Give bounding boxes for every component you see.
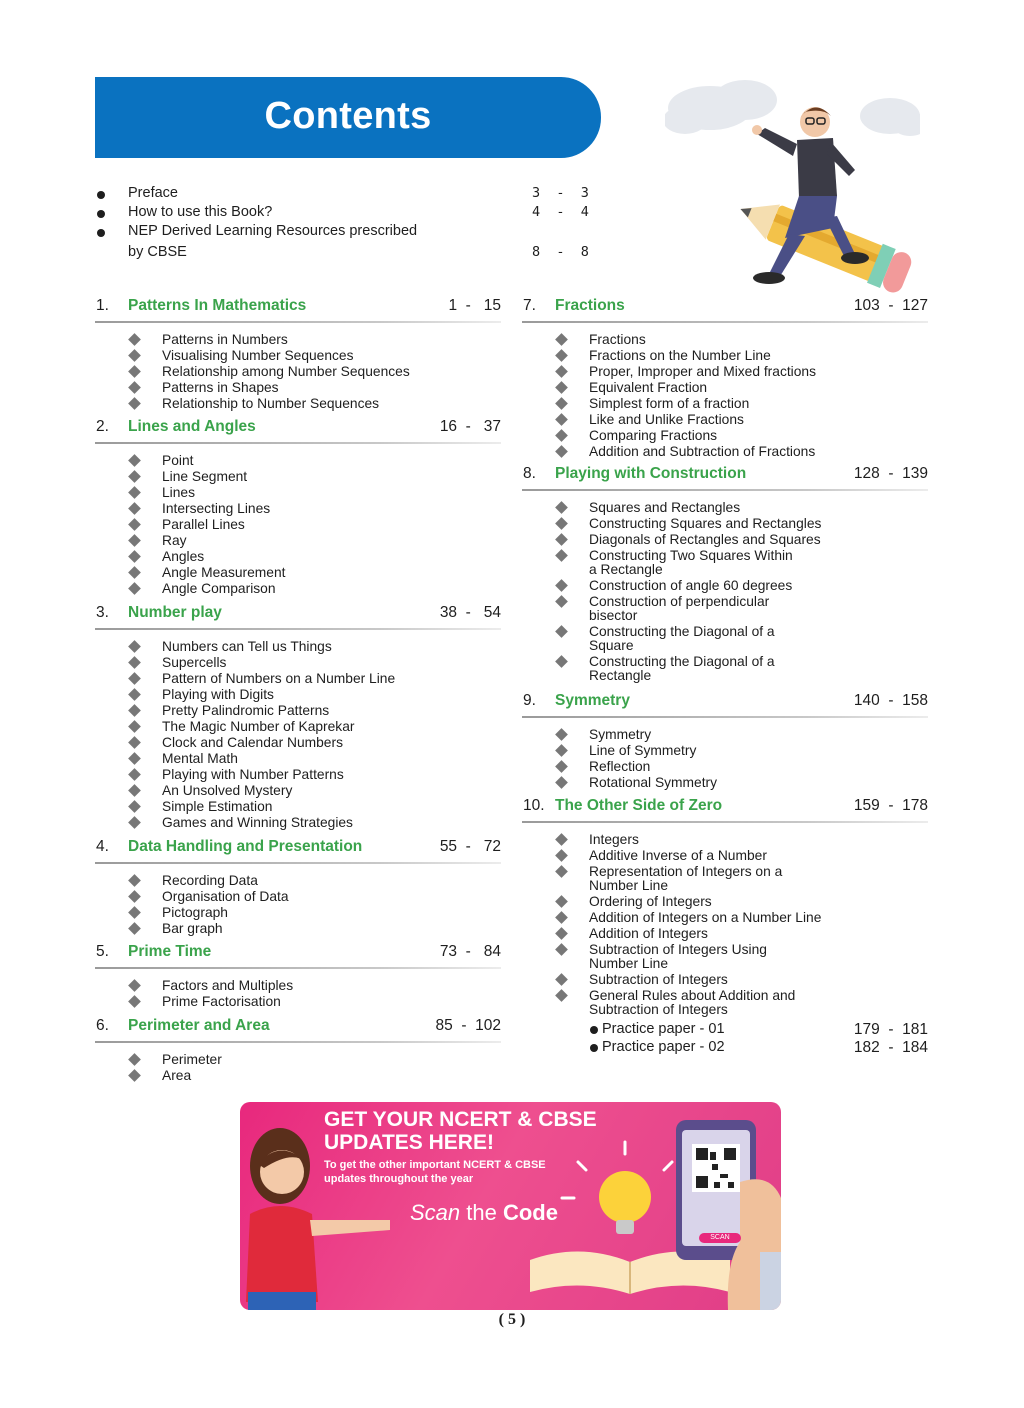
topic-list	[95, 640, 501, 832]
front-matter-item[interactable]	[95, 204, 605, 223]
chapter-number: 10.	[523, 797, 545, 814]
diamond-bullet-icon	[128, 752, 141, 765]
diamond-bullet-icon	[555, 595, 568, 608]
code-word: Code	[502, 1200, 558, 1225]
topic-item[interactable]	[95, 550, 501, 564]
topic-label: Angles	[162, 549, 205, 564]
chapter-title[interactable]: Number play	[128, 604, 222, 621]
diamond-bullet-icon	[128, 906, 141, 919]
bullet-icon	[97, 191, 105, 199]
topic-list	[522, 833, 928, 1057]
topic-item[interactable]	[522, 728, 928, 742]
chapter-title[interactable]: Data Handling and Presentation	[128, 838, 363, 855]
topic-item[interactable]	[522, 655, 928, 683]
topic-label: Patterns in Shapes	[162, 380, 279, 395]
diamond-bullet-icon	[128, 688, 141, 701]
diamond-bullet-icon	[128, 582, 141, 595]
topic-label: Visualising Number Sequences	[162, 348, 354, 363]
topic-label: Subtraction of Integers Using Number Line	[589, 942, 767, 971]
chapter-heading[interactable]	[522, 297, 928, 319]
practice-paper-item[interactable]	[522, 1021, 928, 1039]
chapter-divider	[95, 321, 501, 323]
diamond-bullet-icon	[555, 989, 568, 1002]
chapter-block	[522, 797, 928, 1056]
diamond-bullet-icon	[128, 534, 141, 547]
diamond-bullet-icon	[555, 533, 568, 546]
topic-label: Line Segment	[162, 469, 248, 484]
topic-item[interactable]	[95, 486, 501, 500]
topic-label: Angle Comparison	[162, 581, 276, 596]
topic-item[interactable]	[95, 979, 501, 993]
diamond-bullet-icon	[555, 776, 568, 789]
topic-list	[95, 874, 501, 938]
topic-item[interactable]	[95, 688, 501, 702]
banner-subtext-line-1: To get the other important NCERT & CBSE	[324, 1159, 546, 1171]
topic-item[interactable]	[95, 890, 501, 904]
topic-item[interactable]	[95, 333, 501, 347]
chapter-heading[interactable]	[522, 692, 928, 714]
diamond-bullet-icon	[555, 833, 568, 846]
bullet-icon	[590, 1026, 598, 1034]
diamond-bullet-icon	[555, 625, 568, 638]
topic-label: Addition of Integers	[589, 926, 708, 941]
topic-label: Constructing the Diagonal of a Rectangle	[589, 654, 775, 683]
chapter-page-range: 55 - 72	[439, 838, 501, 855]
diamond-bullet-icon	[128, 640, 141, 653]
topic-label: Reflection	[589, 759, 651, 774]
bullet-icon	[97, 210, 105, 218]
topic-label: Constructing Two Squares Within a Rectangle	[589, 548, 793, 577]
diamond-bullet-icon	[555, 744, 568, 757]
front-matter-item[interactable]	[95, 223, 605, 267]
chapter-divider	[522, 321, 928, 323]
topic-item[interactable]	[522, 943, 928, 971]
topic-label: Organisation of Data	[162, 889, 289, 904]
topic-item[interactable]	[522, 989, 928, 1017]
diamond-bullet-icon	[128, 979, 141, 992]
topic-label: The Magic Number of Kaprekar	[162, 719, 355, 734]
chapter-divider	[95, 862, 501, 864]
diamond-bullet-icon	[128, 736, 141, 749]
boy-on-pencil-illustration	[665, 78, 920, 293]
topic-label: Pretty Palindromic Patterns	[162, 703, 330, 718]
chapter-heading[interactable]	[95, 943, 501, 965]
topic-item[interactable]	[522, 911, 928, 925]
diamond-bullet-icon	[128, 874, 141, 887]
chapter-title[interactable]: The Other Side of Zero	[555, 797, 723, 814]
topic-label: Mental Math	[162, 751, 238, 766]
topic-item[interactable]	[522, 517, 928, 531]
chapter-page-range: 103 - 127	[853, 297, 928, 314]
topic-list	[95, 1053, 501, 1085]
diamond-bullet-icon	[128, 365, 141, 378]
topic-label: Proper, Improper and Mixed fractions	[589, 364, 816, 379]
topic-item[interactable]	[95, 1069, 501, 1083]
topic-item[interactable]	[522, 349, 928, 363]
chapter-block	[522, 692, 928, 790]
topic-label: Factors and Multiples	[162, 978, 294, 993]
topic-label: Simple Estimation	[162, 799, 273, 814]
topic-item[interactable]	[95, 397, 501, 411]
diamond-bullet-icon	[128, 1053, 141, 1066]
diamond-bullet-icon	[128, 518, 141, 531]
topic-label: Simplest form of a fraction	[589, 396, 750, 411]
topic-item[interactable]	[95, 518, 501, 532]
topic-item[interactable]	[522, 533, 928, 547]
chapter-block	[522, 465, 928, 683]
diamond-bullet-icon	[128, 768, 141, 781]
chapter-block	[95, 1017, 501, 1083]
topic-list	[522, 728, 928, 792]
topic-item[interactable]	[95, 656, 501, 670]
diamond-bullet-icon	[555, 579, 568, 592]
chapter-page-range: 73 - 84	[439, 943, 501, 960]
chapter-title[interactable]: Patterns In Mathematics	[128, 297, 307, 314]
diamond-bullet-icon	[128, 566, 141, 579]
chapter-divider	[522, 489, 928, 491]
chapter-number: 5.	[96, 943, 109, 960]
chapter-divider	[95, 1041, 501, 1043]
chapter-title[interactable]: Prime Time	[128, 943, 212, 960]
diamond-bullet-icon	[555, 911, 568, 924]
topic-label: Lines	[162, 485, 195, 500]
diamond-bullet-icon	[128, 470, 141, 483]
chapter-number: 2.	[96, 418, 109, 435]
practice-paper-pages: 182 - 184	[853, 1039, 928, 1056]
diamond-bullet-icon	[128, 704, 141, 717]
topic-item[interactable]	[95, 672, 501, 686]
chapter-number: 1.	[96, 297, 109, 314]
chapter-title[interactable]: Symmetry	[555, 692, 630, 709]
banner-heading-line-1: GET YOUR NCERT & CBSE	[324, 1108, 597, 1131]
topic-label: Clock and Calendar Numbers	[162, 735, 343, 750]
chapter-number: 8.	[523, 465, 536, 482]
chapter-divider	[522, 821, 928, 823]
topic-item[interactable]	[522, 895, 928, 909]
topic-label: Fractions on the Number Line	[589, 348, 771, 363]
topic-item[interactable]	[522, 381, 928, 395]
topic-item[interactable]	[95, 768, 501, 782]
topic-list	[522, 333, 928, 461]
chapter-number: 7.	[523, 297, 536, 314]
topic-label: Numbers can Tell us Things	[162, 639, 332, 654]
page-title: Contents	[264, 95, 432, 137]
topic-item[interactable]	[95, 784, 501, 798]
topic-item[interactable]	[95, 874, 501, 888]
topic-item[interactable]	[522, 595, 928, 623]
topic-label: Relationship among Number Sequences	[162, 364, 410, 379]
practice-paper-label: Practice paper - 02	[602, 1039, 725, 1055]
topic-item[interactable]	[522, 927, 928, 941]
chapter-number: 3.	[96, 604, 109, 621]
front-matter-label-continued: by CBSE	[128, 244, 187, 260]
topic-label: Rotational Symmetry	[589, 775, 718, 790]
topic-label: Subtraction of Integers	[589, 972, 728, 987]
chapter-heading[interactable]	[522, 797, 928, 819]
front-matter-item[interactable]	[95, 185, 605, 204]
diamond-bullet-icon	[555, 365, 568, 378]
front-matter-pages: 8 - 8	[532, 244, 589, 260]
topic-label: Angle Measurement	[162, 565, 286, 580]
topic-item[interactable]	[95, 995, 501, 1009]
diamond-bullet-icon	[128, 672, 141, 685]
diamond-bullet-icon	[555, 549, 568, 562]
topic-list	[95, 979, 501, 1011]
topic-label: Constructing the Diagonal of a Square	[589, 624, 775, 653]
chapter-heading[interactable]	[95, 604, 501, 626]
topic-label: Playing with Number Patterns	[162, 767, 344, 782]
chapter-heading[interactable]	[95, 418, 501, 440]
chapter-divider	[522, 716, 928, 718]
practice-paper-item[interactable]	[522, 1039, 928, 1057]
diamond-bullet-icon	[555, 501, 568, 514]
topic-list	[95, 454, 501, 598]
topic-item[interactable]	[522, 333, 928, 347]
scan-button[interactable]: SCAN	[699, 1233, 741, 1243]
chapter-block	[95, 297, 501, 411]
front-matter-pages: 3 - 3	[532, 185, 589, 201]
topic-item[interactable]	[95, 1053, 501, 1067]
diamond-bullet-icon	[128, 486, 141, 499]
topic-label: Construction of angle 60 degrees	[589, 578, 793, 593]
front-matter-label: Preface	[128, 185, 178, 201]
banner-heading	[324, 1108, 597, 1154]
front-matter-pages: 4 - 4	[532, 204, 589, 220]
topic-item[interactable]	[522, 776, 928, 790]
topic-label: Fractions	[589, 332, 646, 347]
bullet-icon	[97, 229, 105, 237]
diamond-bullet-icon	[555, 429, 568, 442]
topic-label: Construction of perpendicular bisector	[589, 594, 770, 623]
topic-item[interactable]	[95, 502, 501, 516]
topic-label: Pattern of Numbers on a Number Line	[162, 671, 396, 686]
chapter-page-range: 159 - 178	[853, 797, 928, 814]
topic-item[interactable]	[95, 365, 501, 379]
diamond-bullet-icon	[128, 816, 141, 829]
topic-label: Relationship to Number Sequences	[162, 396, 380, 411]
topic-label: Area	[162, 1068, 192, 1083]
chapter-divider	[95, 967, 501, 969]
topic-label: Intersecting Lines	[162, 501, 271, 516]
topic-label: Patterns in Numbers	[162, 332, 288, 347]
topic-label: Equivalent Fraction	[589, 380, 708, 395]
chapter-number: 4.	[96, 838, 109, 855]
diamond-bullet-icon	[555, 655, 568, 668]
diamond-bullet-icon	[128, 349, 141, 362]
topic-item[interactable]	[95, 906, 501, 920]
chapter-block	[95, 838, 501, 936]
chapter-title[interactable]: Perimeter and Area	[128, 1017, 270, 1034]
topic-label: Ray	[162, 533, 187, 548]
chapter-block	[95, 418, 501, 596]
topic-item[interactable]	[522, 833, 928, 847]
chapter-page-range: 140 - 158	[853, 692, 928, 709]
diamond-bullet-icon	[128, 397, 141, 410]
diamond-bullet-icon	[128, 502, 141, 515]
topic-label: Addition of Integers on a Number Line	[589, 910, 822, 925]
diamond-bullet-icon	[555, 413, 568, 426]
diamond-bullet-icon	[128, 550, 141, 563]
chapter-page-range: 16 - 37	[439, 418, 501, 435]
topic-item[interactable]	[522, 413, 928, 427]
topic-label: An Unsolved Mystery	[162, 783, 293, 798]
topic-label: Representation of Integers on a Number Line	[589, 864, 783, 893]
chapter-block	[95, 943, 501, 1009]
topic-item[interactable]	[522, 849, 928, 863]
diamond-bullet-icon	[128, 800, 141, 813]
chapter-heading[interactable]	[95, 1017, 501, 1039]
scan-the-code-text	[410, 1200, 558, 1226]
diamond-bullet-icon	[128, 922, 141, 935]
topic-item[interactable]	[95, 349, 501, 363]
bullet-icon	[590, 1044, 598, 1052]
topic-label: Ordering of Integers	[589, 894, 712, 909]
topic-label: Diagonals of Rectangles and Squares	[589, 532, 821, 547]
topic-label: Point	[162, 453, 194, 468]
chapter-heading[interactable]	[95, 838, 501, 860]
diamond-bullet-icon	[555, 895, 568, 908]
diamond-bullet-icon	[128, 720, 141, 733]
page-number: ( 5 )	[498, 1311, 526, 1328]
topic-label: Supercells	[162, 655, 227, 670]
diamond-bullet-icon	[128, 1069, 141, 1082]
diamond-bullet-icon	[128, 890, 141, 903]
front-matter-label: NEP Derived Learning Resources prescribed	[128, 223, 418, 239]
diamond-bullet-icon	[128, 656, 141, 669]
topic-list	[95, 333, 501, 413]
banner-subtext-line-2: updates throughout the year	[324, 1173, 474, 1185]
diamond-bullet-icon	[128, 784, 141, 797]
topic-item[interactable]	[522, 501, 928, 515]
chapter-heading[interactable]	[522, 465, 928, 487]
chapter-page-range: 85 - 102	[435, 1017, 501, 1034]
topic-item[interactable]	[522, 579, 928, 593]
topic-item[interactable]	[522, 760, 928, 774]
diamond-bullet-icon	[128, 381, 141, 394]
topic-item[interactable]	[95, 800, 501, 814]
topic-label: Perimeter	[162, 1052, 222, 1067]
chapter-block	[522, 297, 928, 459]
chapter-page-range: 128 - 139	[853, 465, 928, 482]
topic-label: Playing with Digits	[162, 687, 274, 702]
topic-item[interactable]	[95, 736, 501, 750]
diamond-bullet-icon	[555, 760, 568, 773]
topic-label: Line of Symmetry	[589, 743, 697, 758]
chapter-divider	[95, 628, 501, 630]
chapter-page-range: 1 - 15	[448, 297, 501, 314]
diamond-bullet-icon	[555, 865, 568, 878]
diamond-bullet-icon	[555, 973, 568, 986]
topic-item[interactable]	[95, 640, 501, 654]
topic-label: Prime Factorisation	[162, 994, 281, 1009]
topic-label: Addition and Subtraction of Fractions	[589, 444, 816, 459]
diamond-bullet-icon	[555, 397, 568, 410]
front-matter-list	[95, 185, 605, 267]
topic-label: Symmetry	[589, 727, 652, 742]
practice-paper-label: Practice paper - 01	[602, 1021, 725, 1037]
chapter-heading[interactable]	[95, 297, 501, 319]
topic-item[interactable]	[522, 865, 928, 893]
topic-list	[522, 501, 928, 685]
chapter-divider	[95, 442, 501, 444]
banner-heading-line-2: UPDATES HERE!	[324, 1131, 494, 1154]
topic-item[interactable]	[522, 744, 928, 758]
topic-label: Squares and Rectangles	[589, 500, 741, 515]
topic-label: Integers	[589, 832, 639, 847]
chapter-page-range: 38 - 54	[439, 604, 501, 621]
diamond-bullet-icon	[555, 943, 568, 956]
topic-item[interactable]	[522, 429, 928, 443]
chapter-title[interactable]: Fractions	[555, 297, 625, 314]
topic-label: Pictograph	[162, 905, 228, 920]
diamond-bullet-icon	[555, 333, 568, 346]
chapter-block	[95, 604, 501, 830]
topic-label: General Rules about Addition and Subtraction of Integers	[589, 988, 796, 1017]
diamond-bullet-icon	[128, 995, 141, 1008]
chapter-title[interactable]: Playing with Construction	[555, 465, 747, 482]
topic-label: Comparing Fractions	[589, 428, 718, 443]
topic-item[interactable]	[522, 397, 928, 411]
topic-item[interactable]	[95, 816, 501, 830]
ncert-cbse-updates-banner[interactable]	[240, 1102, 781, 1310]
contents-header-bar	[95, 77, 601, 158]
the-word: the	[460, 1200, 503, 1225]
topic-item[interactable]	[522, 365, 928, 379]
topic-item[interactable]	[522, 625, 928, 653]
topic-item[interactable]	[522, 445, 928, 459]
diamond-bullet-icon	[555, 445, 568, 458]
chapter-number: 9.	[523, 692, 536, 709]
topic-label: Additive Inverse of a Number	[589, 848, 767, 863]
scan-word: Scan	[410, 1200, 461, 1225]
topic-item[interactable]	[95, 720, 501, 734]
diamond-bullet-icon	[555, 927, 568, 940]
banner-subtext	[324, 1158, 546, 1186]
topic-item[interactable]	[95, 454, 501, 468]
topic-item[interactable]	[95, 566, 501, 580]
diamond-bullet-icon	[555, 728, 568, 741]
topic-item[interactable]	[95, 922, 501, 936]
topic-item[interactable]	[95, 582, 501, 596]
topic-item[interactable]	[95, 752, 501, 766]
topic-label: Parallel Lines	[162, 517, 245, 532]
topic-item[interactable]	[95, 704, 501, 718]
topic-item[interactable]	[522, 973, 928, 987]
topic-item[interactable]	[95, 534, 501, 548]
topic-label: Recording Data	[162, 873, 258, 888]
diamond-bullet-icon	[128, 454, 141, 467]
chapter-title[interactable]: Lines and Angles	[128, 418, 256, 435]
chapter-number: 6.	[96, 1017, 109, 1034]
topic-item[interactable]	[95, 470, 501, 484]
topic-label: Games and Winning Strategies	[162, 815, 353, 830]
diamond-bullet-icon	[555, 849, 568, 862]
topic-label: Constructing Squares and Rectangles	[589, 516, 822, 531]
topic-label: Bar graph	[162, 921, 223, 936]
topic-item[interactable]	[522, 549, 928, 577]
front-matter-label: How to use this Book?	[128, 204, 273, 220]
diamond-bullet-icon	[128, 333, 141, 346]
diamond-bullet-icon	[555, 517, 568, 530]
topic-label: Like and Unlike Fractions	[589, 412, 744, 427]
diamond-bullet-icon	[555, 381, 568, 394]
topic-item[interactable]	[95, 381, 501, 395]
diamond-bullet-icon	[555, 349, 568, 362]
practice-paper-pages: 179 - 181	[853, 1021, 928, 1038]
